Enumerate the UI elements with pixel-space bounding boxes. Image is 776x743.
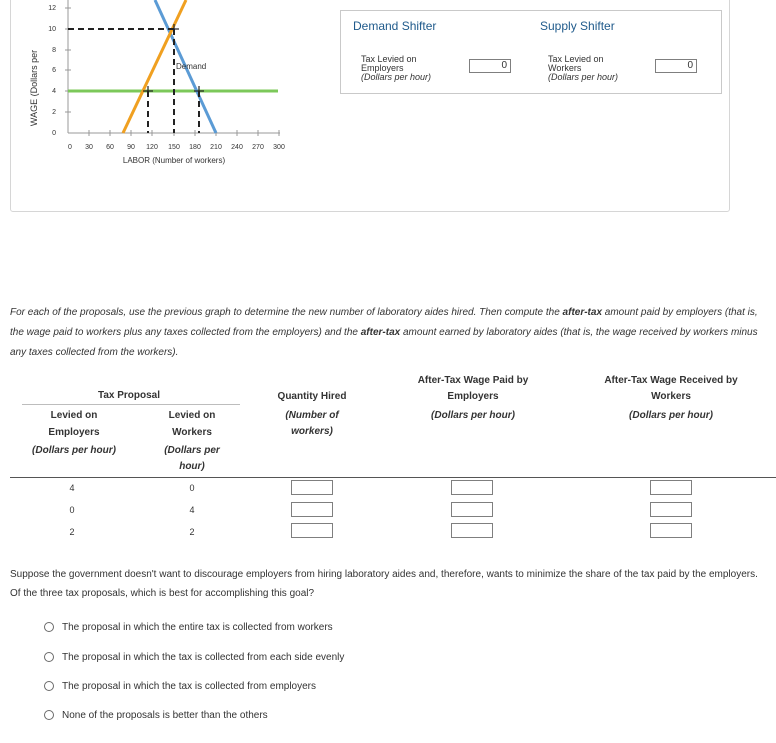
quantity-unit-2: workers) [291, 426, 333, 437]
levied-workers-unit-2: hour) [179, 461, 205, 472]
x-tick-label: 90 [127, 144, 135, 151]
x-tick-label: 60 [106, 144, 114, 151]
employer-tax-cell: 2 [69, 527, 75, 537]
y-axis-label: WAGE (Dollars per [29, 49, 39, 127]
tax-proposal-header: Tax Proposal [97, 390, 161, 401]
y-tick-label: 12 [48, 5, 56, 12]
wage-paid-input[interactable] [451, 480, 493, 495]
instructions-part1: For each of the proposals, use the previous graph to determine the new number of laboratory aides hired. Then compute the [10, 307, 563, 318]
demand-curve-label: Demand [176, 62, 207, 71]
shifter-box [340, 10, 722, 94]
paid-header-1: After-Tax Wage Paid by [417, 375, 529, 386]
demand-shifter-label-line2: Employers [361, 63, 404, 73]
x-tick-label: 270 [252, 144, 264, 151]
wage-paid-input[interactable] [451, 502, 493, 517]
quantity-header: Quantity Hired [277, 391, 347, 402]
x-axis-label: LABOR (Number of workers) [122, 156, 226, 165]
instructions-text [10, 303, 768, 363]
supply-shifter-label-line1: Tax Levied on [548, 54, 604, 64]
x-tick-label: 120 [146, 144, 158, 151]
wage-received-input[interactable] [650, 523, 692, 538]
demand-shifter-unit: (Dollars per hour) [361, 72, 432, 82]
levied-employers-header-2: Employers [48, 427, 100, 438]
x-tick-label: 0 [68, 144, 72, 151]
employer-tax-input[interactable]: 0 [469, 59, 511, 73]
radio-option-employers[interactable] [44, 681, 54, 691]
option-label[interactable]: The proposal in which the tax is collected from employers [62, 681, 317, 692]
instructions-bold2: after-tax [360, 327, 401, 338]
paid-unit: (Dollars per hour) [431, 410, 515, 421]
demand-shifter-title: Demand Shifter [353, 19, 437, 33]
labor-market-graph[interactable] [0, 0, 340, 175]
levied-workers-unit-1: (Dollars per [164, 445, 220, 456]
supply-shifter-label-line2: Workers [548, 63, 582, 73]
levied-workers-header-1: Levied on [168, 410, 216, 421]
radio-option-evenly[interactable] [44, 652, 54, 662]
y-tick-label: 2 [52, 109, 56, 116]
dashed-guides [68, 29, 199, 133]
demand-shifter-label-line1: Tax Levied on [361, 54, 417, 64]
received-unit: (Dollars per hour) [629, 410, 713, 421]
option-label[interactable]: The proposal in which the entire tax is collected from workers [62, 622, 333, 633]
question-text: Suppose the government doesn't want to discourage employers from hiring laboratory aides and, therefore, wants to minimize the share of the tax paid by the employers. Of the three tax proposals, which is best for accomplishing this goal? [10, 569, 758, 599]
y-tick-label: 8 [52, 47, 56, 54]
tax-proposal-rule [22, 404, 240, 405]
option-label[interactable]: The proposal in which the tax is collected from each side evenly [62, 652, 345, 663]
x-tick-label: 30 [85, 144, 93, 151]
radio-option-none[interactable] [44, 710, 54, 720]
instructions-part3: amount earned by laboratory aides (that is, the wage received by workers minus any taxes collected from the workers). [10, 327, 758, 358]
quantity-unit-1: (Number of [285, 410, 339, 421]
supply-shifter-unit: (Dollars per hour) [548, 72, 619, 82]
wage-received-input[interactable] [650, 480, 692, 495]
worker-tax-cell: 4 [189, 505, 195, 515]
x-tick-label: 240 [231, 144, 243, 151]
quantity-input[interactable] [291, 523, 333, 538]
x-tick-label: 300 [273, 144, 285, 151]
y-tick-label: 6 [52, 67, 56, 74]
y-tick-label: 10 [48, 26, 56, 33]
table-header-rule [10, 477, 776, 478]
levied-workers-header-2: Workers [172, 427, 212, 438]
employer-tax-cell: 4 [69, 483, 75, 493]
x-tick-label: 180 [189, 144, 201, 151]
received-header-2: Workers [651, 391, 691, 402]
x-tick-label: 210 [210, 144, 222, 151]
radio-option-workers[interactable] [44, 622, 54, 632]
wage-received-input[interactable] [650, 502, 692, 517]
levied-employers-header-1: Levied on [50, 410, 98, 421]
y-tick-label: 0 [52, 130, 56, 137]
option-label[interactable]: None of the proposals is better than the others [62, 710, 268, 721]
worker-tax-cell: 2 [189, 527, 195, 537]
levied-employers-unit: (Dollars per hour) [32, 445, 116, 456]
supply-shifter-title: Supply Shifter [540, 19, 615, 33]
received-header-1: After-Tax Wage Received by [604, 375, 738, 386]
y-tick-label: 4 [52, 88, 56, 95]
demand-shifter-label [361, 55, 431, 82]
paid-header-2: Employers [447, 391, 499, 402]
supply-shifter-label [548, 55, 618, 82]
wage-paid-input[interactable] [451, 523, 493, 538]
worker-tax-cell: 0 [189, 483, 195, 493]
worker-tax-input[interactable]: 0 [655, 59, 697, 73]
x-tick-label: 150 [168, 144, 180, 151]
employer-tax-cell: 0 [69, 505, 75, 515]
instructions-bold1: after-tax [562, 307, 603, 318]
quantity-input[interactable] [291, 480, 333, 495]
instructions-part2: amount paid by employers (that is, the wage paid to workers plus any taxes collected from the employers) and the [10, 307, 758, 338]
quantity-input[interactable] [291, 502, 333, 517]
